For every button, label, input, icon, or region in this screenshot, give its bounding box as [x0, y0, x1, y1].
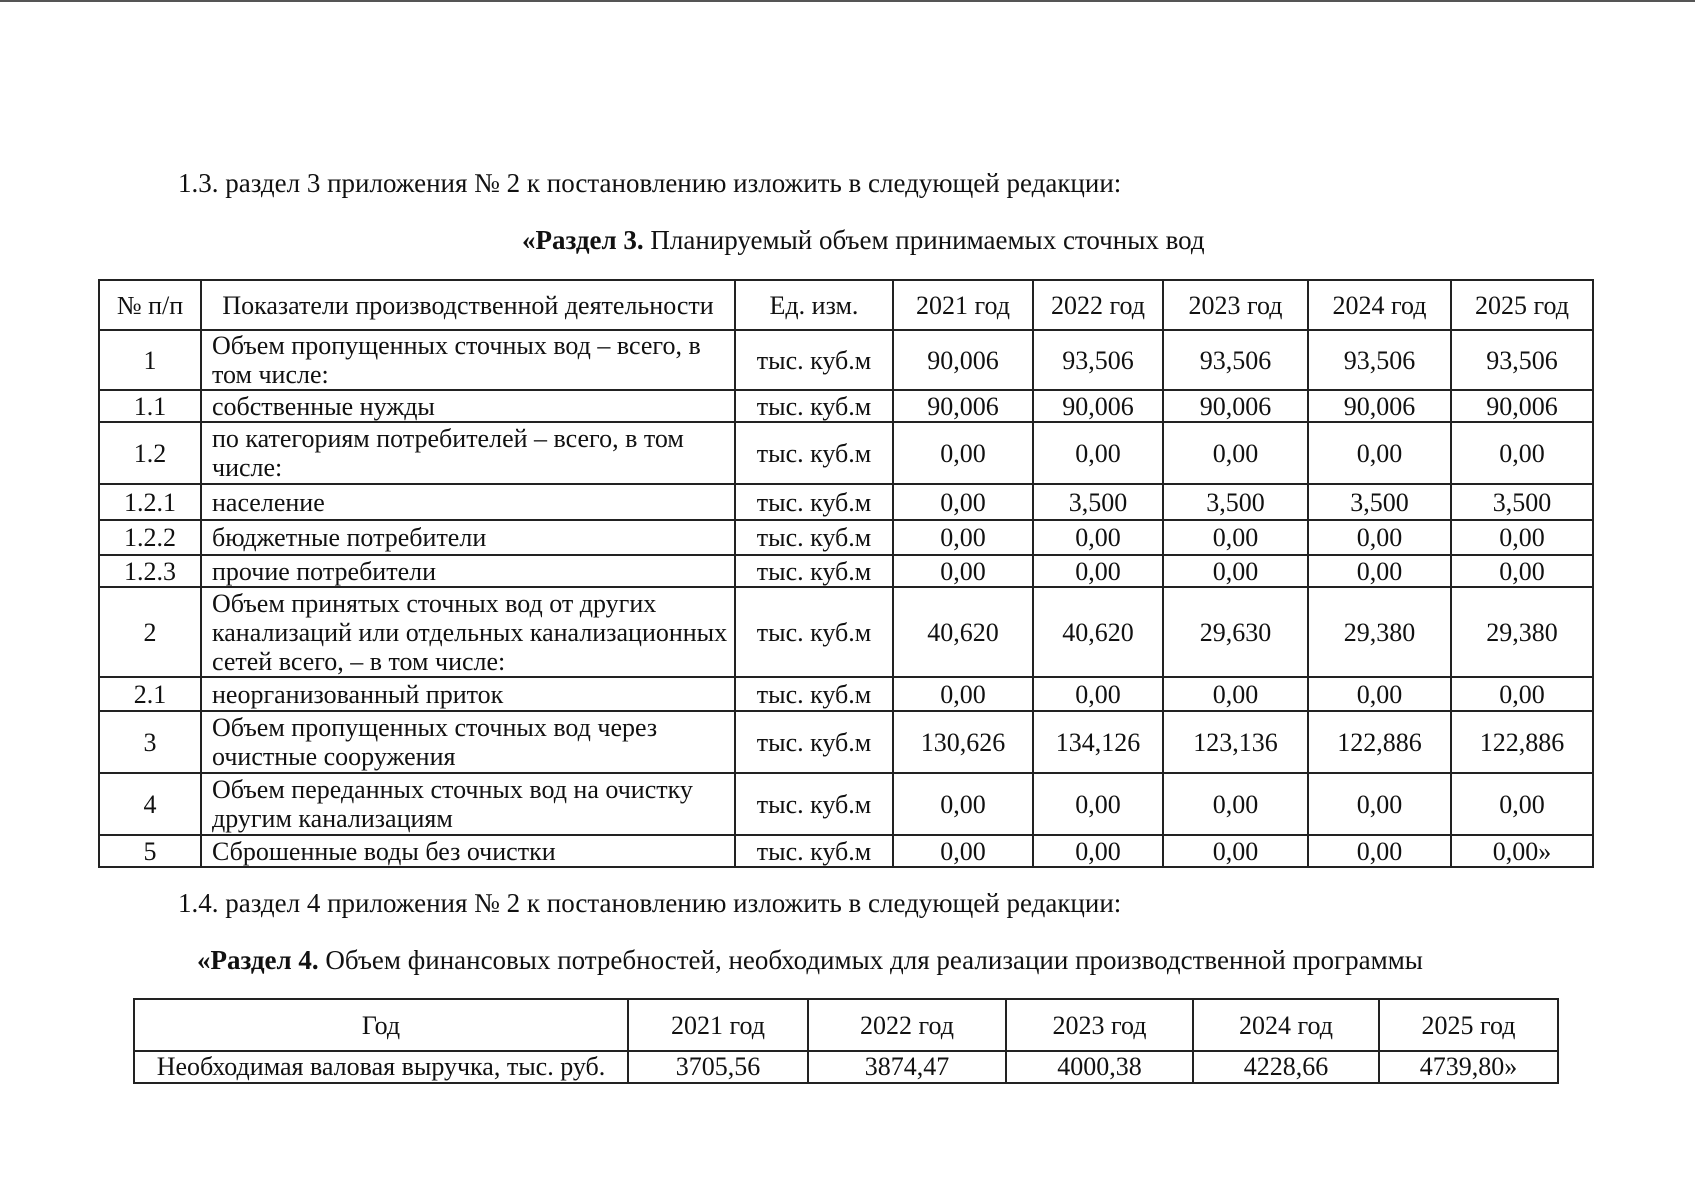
- year-header: 2023 год: [1006, 999, 1193, 1051]
- row-unit: тыс. куб.м: [735, 555, 893, 587]
- row-number: 4: [99, 773, 201, 835]
- row-number: 5: [99, 835, 201, 867]
- row-indicator: Объем пропущенных сточных вод – всего, в том числе:: [201, 330, 735, 390]
- year-header: 2021 год: [628, 999, 808, 1051]
- header-year: 2025 год: [1451, 280, 1593, 330]
- row-value: 29,630: [1163, 587, 1308, 677]
- row-value: 90,006: [1163, 390, 1308, 422]
- row-value: 0,00: [893, 835, 1033, 867]
- row-value: 93,506: [1033, 330, 1163, 390]
- row-value: 0,00: [893, 520, 1033, 555]
- row-value: 29,380: [1451, 587, 1593, 677]
- page-top-border: [0, 0, 1695, 2]
- table-row: [99, 390, 1593, 422]
- row-value: 0,00: [893, 555, 1033, 587]
- row-number: 2.1: [99, 677, 201, 711]
- row-value: 0,00: [1308, 773, 1451, 835]
- row-value: 0,00: [1033, 835, 1163, 867]
- table-row: [99, 520, 1593, 555]
- row-value: 0,00: [1033, 520, 1163, 555]
- table-row: [99, 773, 1593, 835]
- header-unit: Ед. изм.: [735, 280, 893, 330]
- row-number: 2: [99, 587, 201, 677]
- paragraph-1-4: 1.4. раздел 4 приложения № 2 к постановлению изложить в следующей редакции:: [178, 888, 1122, 918]
- row-value: 0,00: [1308, 422, 1451, 484]
- row-value: 0,00: [1451, 773, 1593, 835]
- header-year: 2021 год: [893, 280, 1033, 330]
- row-number: 1.1: [99, 390, 201, 422]
- year-header-label: Год: [134, 999, 628, 1051]
- row-indicator: прочие потребители: [201, 555, 735, 587]
- row-value: 0,00: [1163, 555, 1308, 587]
- row-value: 90,006: [1451, 390, 1593, 422]
- row-value: 90,006: [893, 330, 1033, 390]
- row-value: 0,00: [893, 677, 1033, 711]
- year-header: 2025 год: [1379, 999, 1558, 1051]
- row-value: 0,00: [1451, 677, 1593, 711]
- row-value: 0,00: [1308, 677, 1451, 711]
- section-3-title-bold: «Раздел 3.: [522, 225, 644, 255]
- header-year: 2024 год: [1308, 280, 1451, 330]
- row-value: 0,00: [1033, 677, 1163, 711]
- section-3-title-rest: Планируемый объем принимаемых сточных вод: [643, 225, 1205, 255]
- row-value: 40,620: [1033, 587, 1163, 677]
- row-value: 130,626: [893, 711, 1033, 773]
- section-4-title: [197, 945, 1423, 976]
- row-value: 0,00: [1033, 422, 1163, 484]
- row-value: 122,886: [1308, 711, 1451, 773]
- section-4-header-row: [134, 999, 1558, 1051]
- row-value: 93,506: [1308, 330, 1451, 390]
- row-unit: тыс. куб.м: [735, 520, 893, 555]
- row-value: 29,380: [1308, 587, 1451, 677]
- revenue-value: 3874,47: [808, 1051, 1006, 1083]
- row-value: 0,00: [1308, 555, 1451, 587]
- row-value: 0,00: [893, 484, 1033, 520]
- header-year: 2023 год: [1163, 280, 1308, 330]
- table-row: [99, 555, 1593, 587]
- revenue-value: 4228,66: [1193, 1051, 1379, 1083]
- row-number: 1: [99, 330, 201, 390]
- paragraph-1-3: 1.3. раздел 3 приложения № 2 к постановлению изложить в следующей редакции:: [178, 168, 1122, 198]
- row-value: 0,00: [1451, 555, 1593, 587]
- row-value: 40,620: [893, 587, 1033, 677]
- row-value: 0,00: [1308, 835, 1451, 867]
- row-value: 123,136: [1163, 711, 1308, 773]
- row-value: 0,00: [1163, 773, 1308, 835]
- row-value: 0,00: [1163, 835, 1308, 867]
- section-4-table: [133, 998, 1559, 1084]
- row-value: 0,00»: [1451, 835, 1593, 867]
- section-4-title-bold: «Раздел 4.: [197, 945, 319, 975]
- row-indicator: по категориям потребителей – всего, в том числе:: [201, 422, 735, 484]
- row-value: 93,506: [1451, 330, 1593, 390]
- header-year: 2022 год: [1033, 280, 1163, 330]
- row-value: 0,00: [1033, 773, 1163, 835]
- table-row: [99, 835, 1593, 867]
- row-indicator: население: [201, 484, 735, 520]
- row-value: 3,500: [1451, 484, 1593, 520]
- table-row: [99, 422, 1593, 484]
- row-value: 0,00: [1308, 520, 1451, 555]
- row-value: 0,00: [1033, 555, 1163, 587]
- row-number: 1.2.1: [99, 484, 201, 520]
- row-indicator: Объем пропущенных сточных вод через очистные сооружения: [201, 711, 735, 773]
- section-3-table: [98, 279, 1594, 868]
- row-value: 3,500: [1163, 484, 1308, 520]
- revenue-value: 4000,38: [1006, 1051, 1193, 1083]
- row-unit: тыс. куб.м: [735, 587, 893, 677]
- table-row: [99, 587, 1593, 677]
- table-row: [99, 484, 1593, 520]
- row-unit: тыс. куб.м: [735, 835, 893, 867]
- row-value: 134,126: [1033, 711, 1163, 773]
- row-value: 3,500: [1308, 484, 1451, 520]
- row-value: 93,506: [1163, 330, 1308, 390]
- row-value: 90,006: [1033, 390, 1163, 422]
- row-indicator: неорганизованный приток: [201, 677, 735, 711]
- row-value: 0,00: [1163, 520, 1308, 555]
- row-value: 0,00: [1163, 422, 1308, 484]
- row-value: 0,00: [1163, 677, 1308, 711]
- year-header: 2022 год: [808, 999, 1006, 1051]
- row-indicator: собственные нужды: [201, 390, 735, 422]
- row-value: 0,00: [893, 422, 1033, 484]
- row-indicator: Сброшенные воды без очистки: [201, 835, 735, 867]
- row-unit: тыс. куб.м: [735, 773, 893, 835]
- row-unit: тыс. куб.м: [735, 422, 893, 484]
- header-indicator: Показатели производственной деятельности: [201, 280, 735, 330]
- table-row: [99, 330, 1593, 390]
- table-row: [99, 677, 1593, 711]
- table-row: [99, 711, 1593, 773]
- row-number: 1.2: [99, 422, 201, 484]
- row-number: 3: [99, 711, 201, 773]
- row-unit: тыс. куб.м: [735, 711, 893, 773]
- section-3-header-row: [99, 280, 1593, 330]
- section-4-title-rest: Объем финансовых потребностей, необходимых для реализации производственной программы: [318, 945, 1423, 975]
- row-value: 3,500: [1033, 484, 1163, 520]
- revenue-value: 3705,56: [628, 1051, 808, 1083]
- header-num: № п/п: [99, 280, 201, 330]
- revenue-row: [134, 1051, 1558, 1083]
- row-unit: тыс. куб.м: [735, 390, 893, 422]
- revenue-value: 4739,80»: [1379, 1051, 1558, 1083]
- row-indicator: Объем переданных сточных вод на очистку другим канализациям: [201, 773, 735, 835]
- revenue-label: Необходимая валовая выручка, тыс. руб.: [134, 1051, 628, 1083]
- row-unit: тыс. куб.м: [735, 330, 893, 390]
- year-header: 2024 год: [1193, 999, 1379, 1051]
- row-value: 0,00: [1451, 422, 1593, 484]
- row-unit: тыс. куб.м: [735, 484, 893, 520]
- row-number: 1.2.3: [99, 555, 201, 587]
- row-value: 90,006: [1308, 390, 1451, 422]
- row-indicator: Объем принятых сточных вод от других канализаций или отдельных канализационных сетей всего, – в том числе:: [201, 587, 735, 677]
- row-value: 0,00: [1451, 520, 1593, 555]
- row-value: 90,006: [893, 390, 1033, 422]
- row-unit: тыс. куб.м: [735, 677, 893, 711]
- row-indicator: бюджетные потребители: [201, 520, 735, 555]
- section-3-title: [522, 225, 1205, 256]
- row-number: 1.2.2: [99, 520, 201, 555]
- row-value: 0,00: [893, 773, 1033, 835]
- row-value: 122,886: [1451, 711, 1593, 773]
